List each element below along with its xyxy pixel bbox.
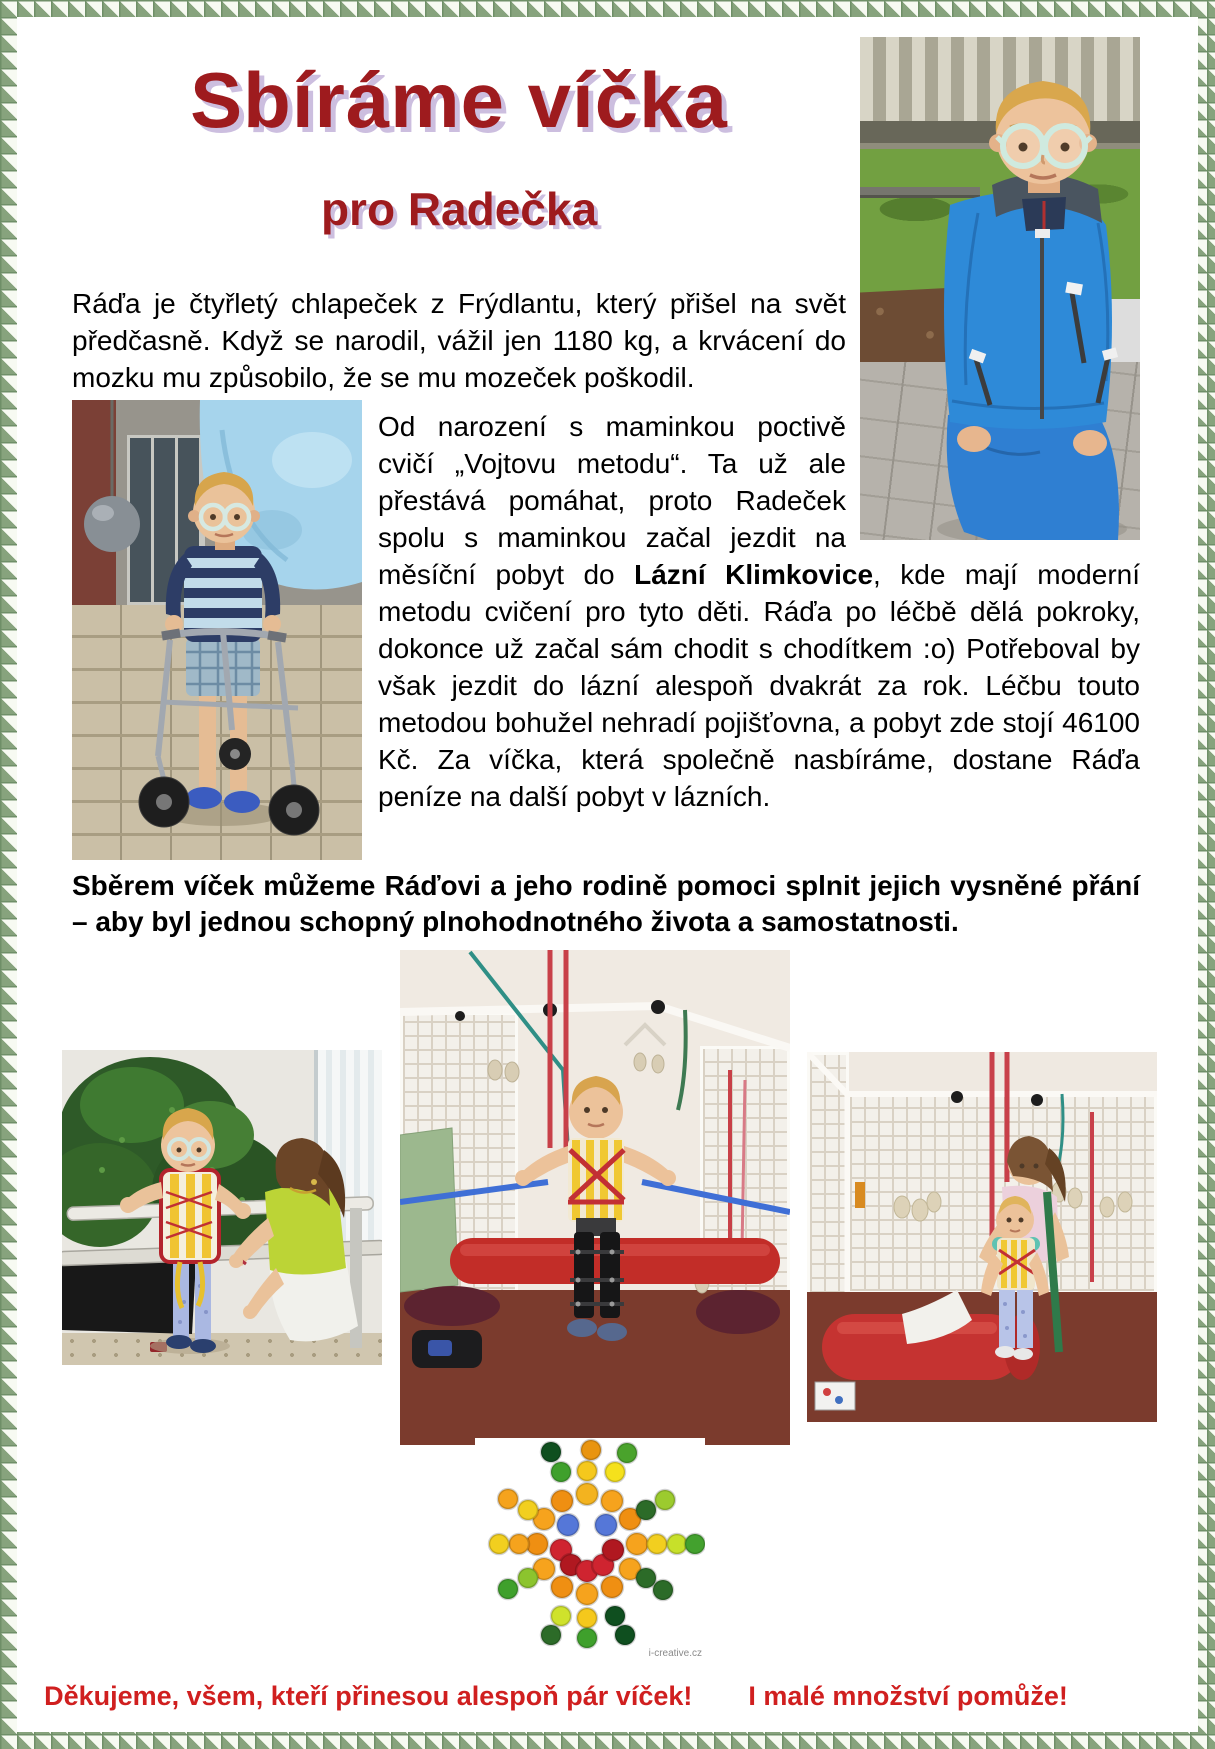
flyer-page bbox=[17, 17, 1198, 1732]
bars-scene-illustration bbox=[62, 1050, 382, 1365]
story-highlight: Lázní Klimkovice bbox=[634, 559, 874, 590]
footer-note-text: I malé množství pomůže! bbox=[748, 1681, 1068, 1711]
photo-therapy-roll bbox=[807, 1052, 1157, 1422]
photo-boy-with-walker bbox=[72, 400, 362, 860]
footer-appeal bbox=[44, 1681, 1140, 1712]
photo-therapy-cage bbox=[400, 950, 790, 1445]
story-text-2: , kde mají moderní metodu cvičení pro tyto děti. Ráďa po léčbě dělá pokroky, dokonce už začal sám chodit s chodítkem :o) Potřeboval by však jezdit do lázní alespoň dvakrát za rok. Léčbu touto metodou bohužel nehradí pojišťovna, a pobyt zde stojí 46100 Kč. Za víčka, která společně nasbíráme, dostane Ráďa peníze na další pobyt v lázních. bbox=[378, 559, 1140, 812]
sun-caps-illustration bbox=[475, 1438, 705, 1661]
footer-thanks-text: Děkujeme, všem, kteří přinesou alespoň pár víček! bbox=[44, 1681, 693, 1711]
appeal-paragraph: Sběrem víček můžeme Ráďovi a jeho rodině pomoci splnit jejich vysněné přání – aby byl jednou schopný plnohodnotného života a samostatnosti. bbox=[72, 870, 1140, 937]
roll-scene-illustration bbox=[807, 1052, 1157, 1422]
page-title: Sbíráme víčka bbox=[190, 56, 728, 144]
page-subtitle: pro Radečka bbox=[320, 183, 598, 235]
photo-radecek-kneeling bbox=[860, 37, 1140, 540]
boy-blue-jacket-illustration bbox=[860, 37, 1140, 540]
intro-text-1: Ráďa je čtyřletý chlapeček z Frýdlantu, který přišel na svět předčasně. Když se narodil, vážil jen 1180 kg, a krvácení do mozku mu způsobilo, že se mu mozeček bbox=[72, 288, 846, 393]
cage-scene-illustration bbox=[400, 950, 790, 1445]
sun-of-bottle-caps bbox=[475, 1438, 705, 1661]
boy-walker-illustration bbox=[72, 400, 362, 860]
intro-text-2: poškodil. bbox=[584, 362, 695, 393]
watermark-text: i-creative.cz bbox=[648, 1648, 702, 1659]
photo-parallel-bars bbox=[62, 1050, 382, 1365]
story-text-1: Od narození s maminkou poctivě cvičí „Vojtovu metodu“. Ta už ale přestává pomáhat, proto Radeček spolu s maminkou začal jezdit na měsíční pobyt do bbox=[378, 411, 846, 590]
therapy-photos-strip bbox=[17, 950, 1198, 1665]
